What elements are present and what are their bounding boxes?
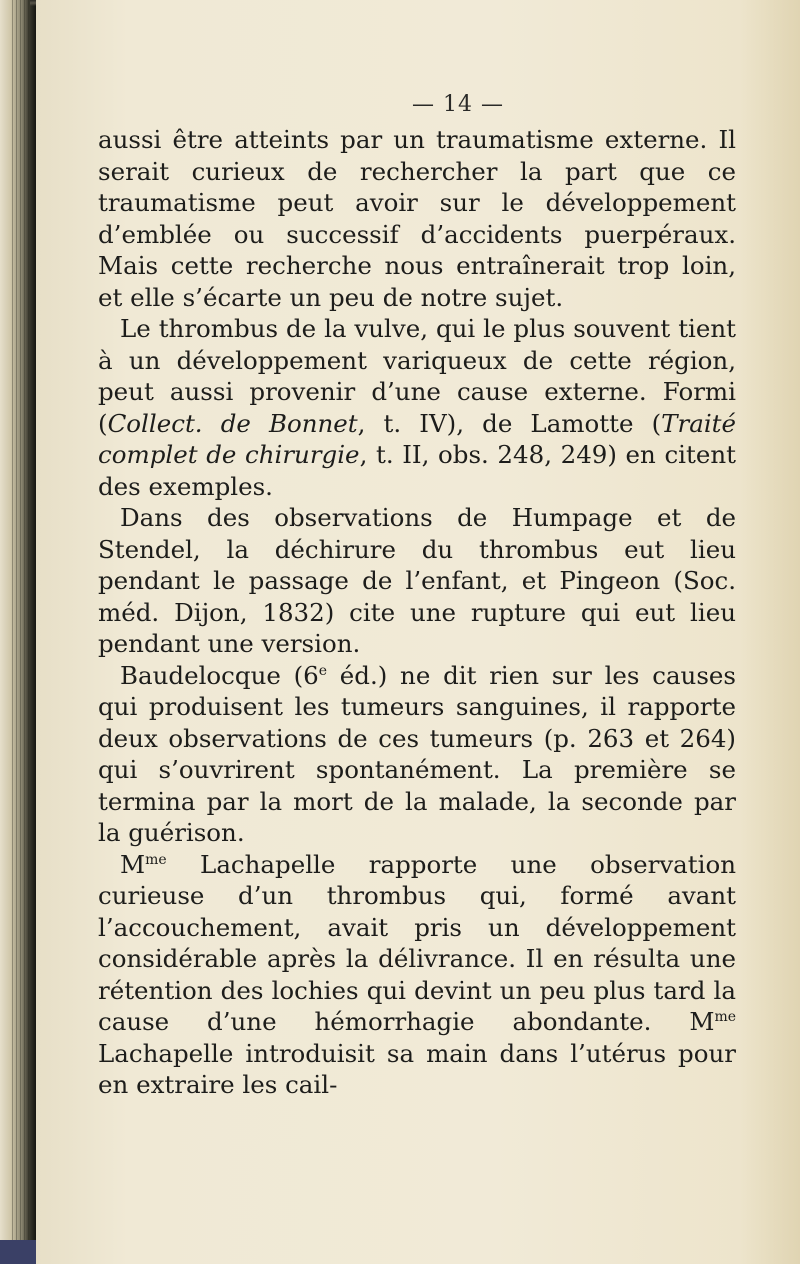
text-run: Lachapelle introduisit sa main dans l’utérus pour en extraire les cail- [98, 1038, 736, 1099]
superscript: me [145, 851, 167, 868]
paragraph [98, 660, 736, 849]
paragraph [98, 313, 736, 502]
text-run: Lachapelle rapporte une observation curieuse d’un thrombus qui, formé avant l’accouchement, avait pris un développement considérable après la délivrance. Il en résulta une rétention des lochies qui devint un peu plus tard la cause d’une hémorrhagie abondante. M [98, 849, 736, 1036]
text-run: éd.) ne dit rien sur les causes qui produisent les tumeurs sanguines, il rapporte deux observations de ces tumeurs (p. 263 et 264) qui s’ouvrirent spontanément. La première se termina par la mort de la malade, la seconde par la guérison. [98, 660, 736, 847]
text-run: Dans des observations de Humpage et de Stendel, la déchirure du thrombus eut lieu pendant le passage de l’enfant, et Pingeon (Soc. méd. Dijon, 1832) cite une rupture qui eut lieu pendant une version. [98, 503, 736, 658]
paragraph [98, 849, 736, 1101]
text-run: , t. IV), de Lamotte ( [357, 408, 662, 438]
book-spine [0, 0, 36, 1264]
page-right-shade [740, 0, 800, 1264]
superscript: e [318, 662, 328, 679]
text-run: M [120, 849, 146, 879]
text-run: Baudelocque (6 [120, 660, 319, 690]
page-number: — 14 — [412, 92, 504, 117]
text-run: aussi être atteints par un traumatisme externe. Il serait curieux de rechercher la part que ce traumatisme peut avoir sur le développement d’emblée ou successif d’accidents puerpéraux. Mais cette recherche nous entraînerait trop loin, et elle s’écarte un peu de notre sujet. [98, 125, 736, 312]
body-text [98, 124, 736, 1101]
paragraph [98, 124, 736, 313]
text-run: , t. II, obs. 248, 249) en citent des exemples. [98, 440, 736, 501]
italic-citation: Collect. de Bonnet [107, 408, 358, 438]
text-run: Le thrombus de la vulve, qui le plus souvent tient à un développement variqueux de cette région, peut aussi provenir d’une cause externe. Formi ( [98, 314, 736, 438]
superscript: me [714, 1009, 736, 1025]
spine-binding-lines [12, 0, 34, 1264]
italic-citation: Traité complet de chirurgie [98, 408, 736, 469]
spine-tab-marker [0, 1240, 40, 1264]
paragraph [98, 502, 736, 660]
